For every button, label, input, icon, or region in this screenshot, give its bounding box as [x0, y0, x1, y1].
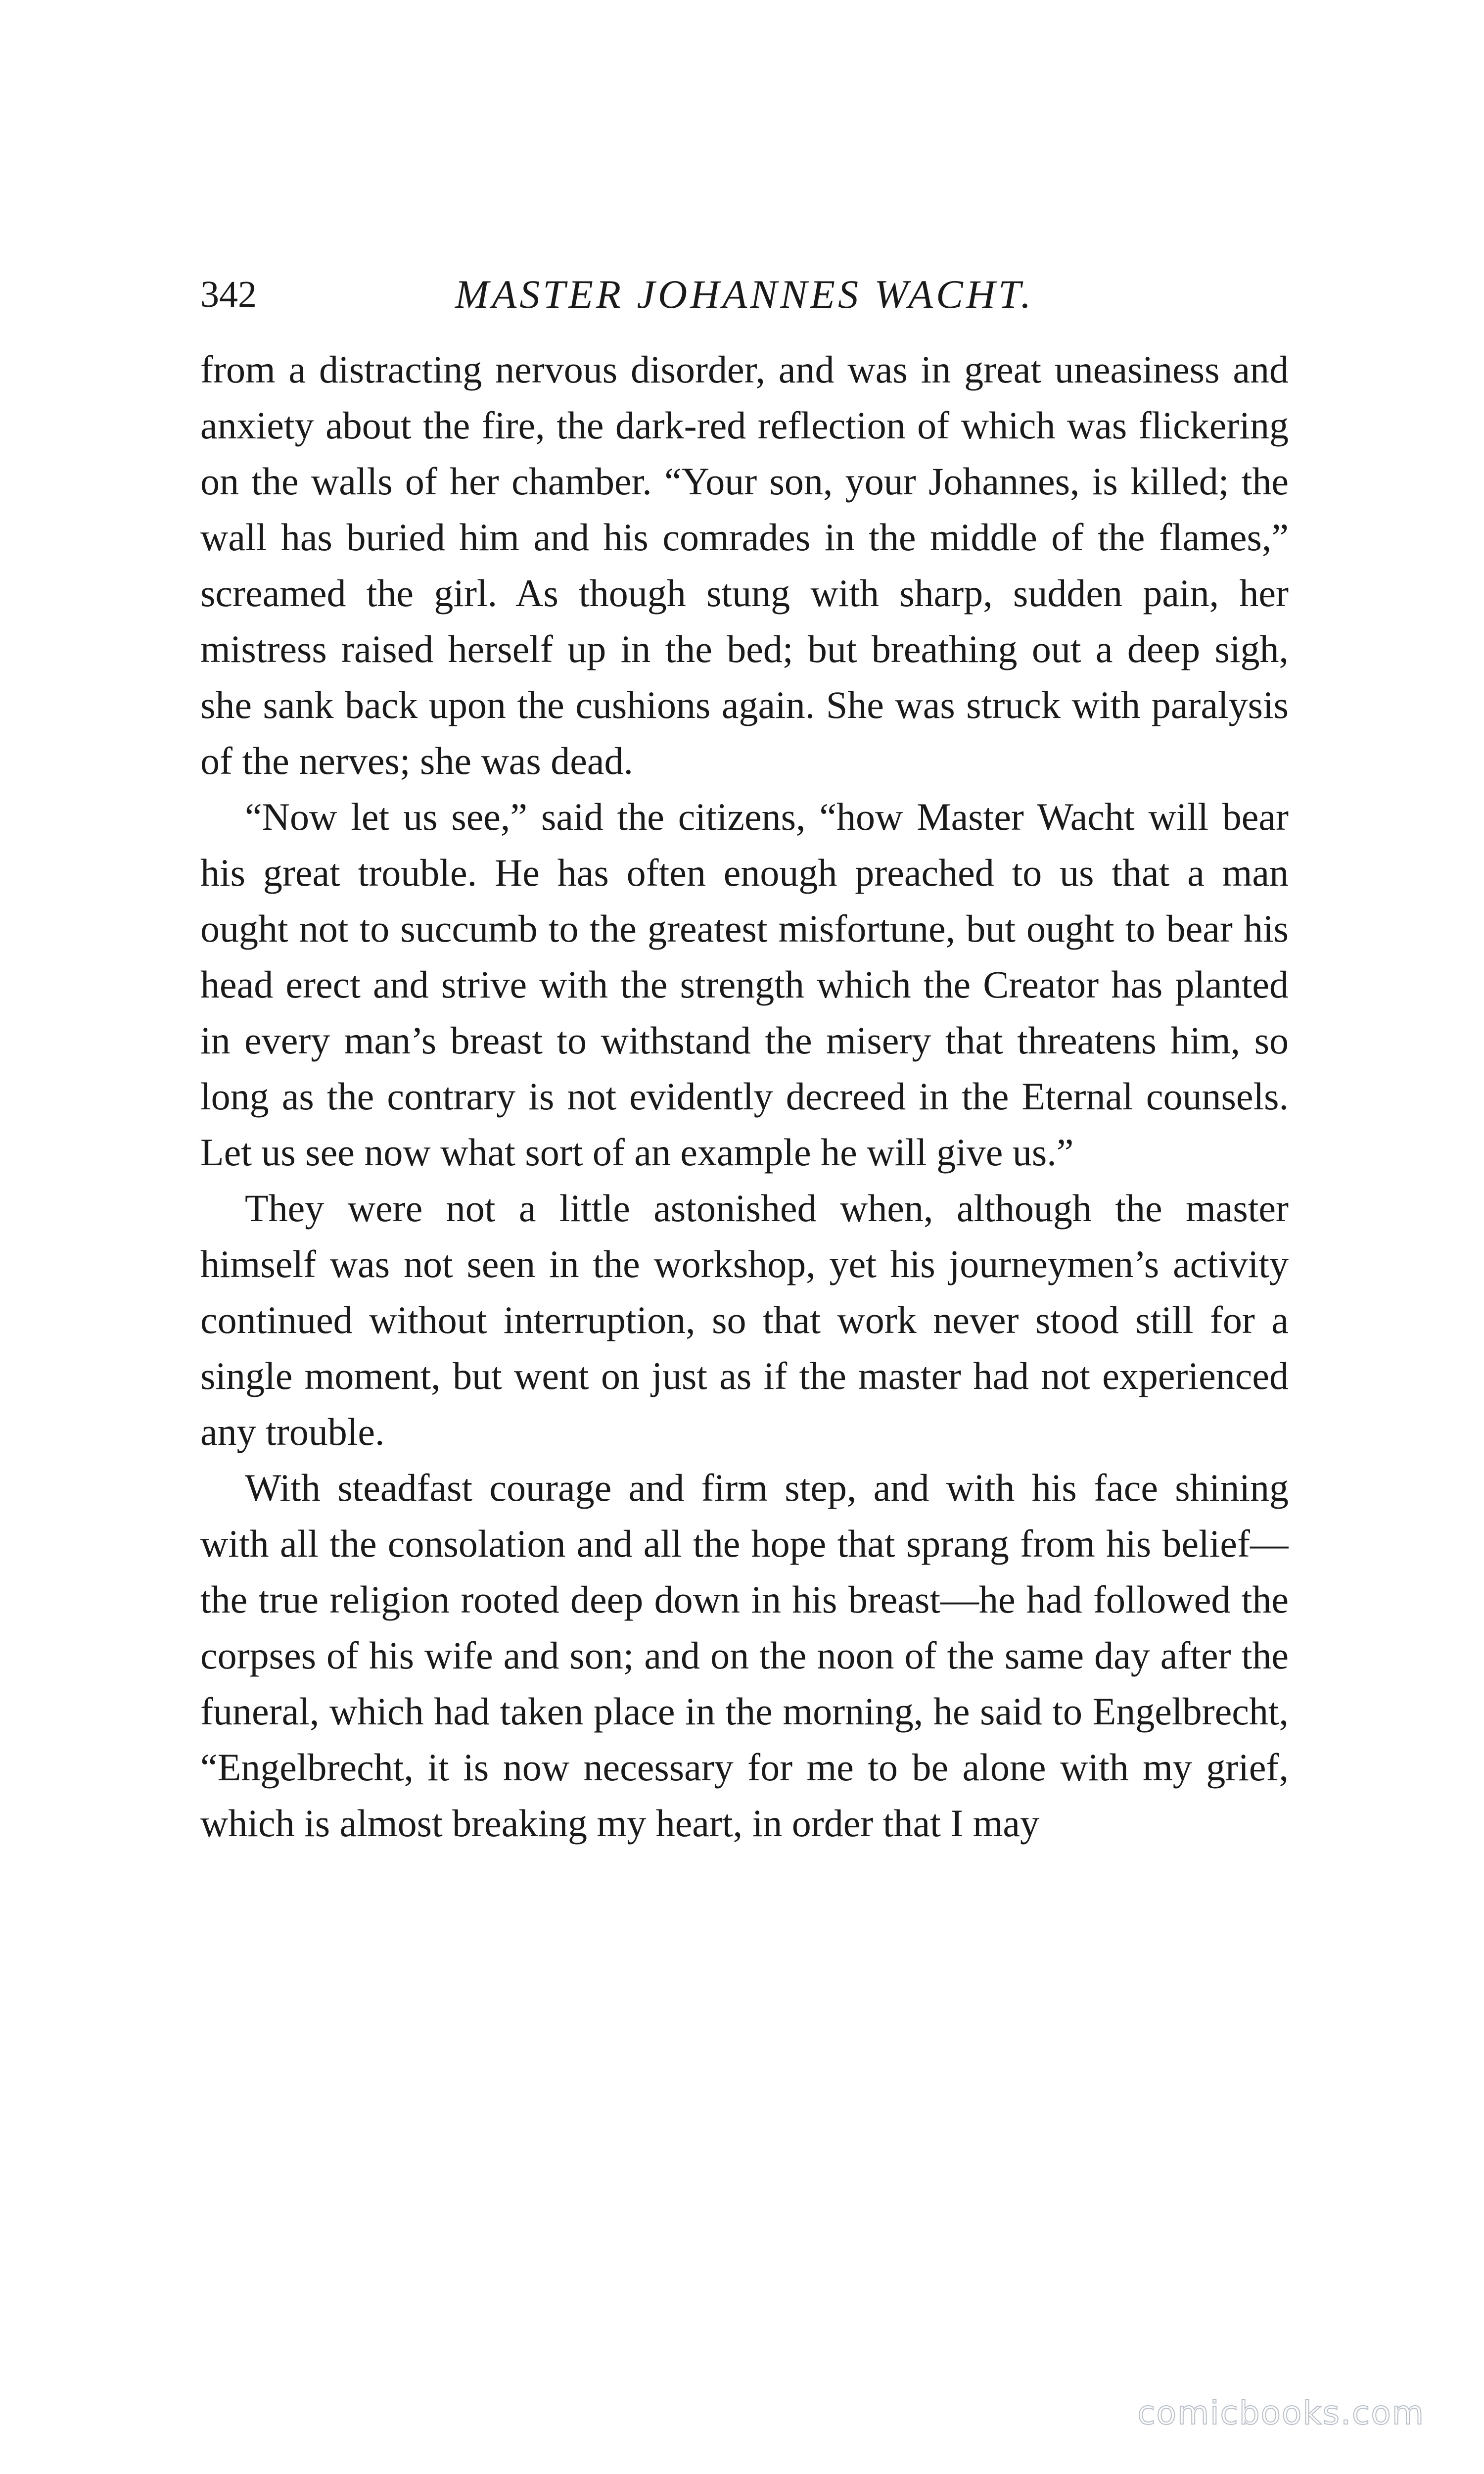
body-text: [200, 341, 1289, 2296]
running-head: [200, 267, 1289, 322]
paragraph: They were not a little astonished when, although the master himself was not seen in the workshop, yet his journeymen’s activity continued without interruption, so that work never stood still for a single moment, but went on just as if the master had not experienced any trouble.: [200, 1187, 1289, 1453]
watermark: comicbooks.com: [1137, 2394, 1425, 2432]
page-number: 342: [200, 274, 257, 315]
paragraph: With steadfast courage and firm step, and with his face shining with all the consolation and all the hope that sprang from his belief—the true religion rooted deep down in his breast—he had followed the corpses of his wife and son; and on the noon of the same day after the funeral, which had taken place in the morning, he said to Engelbrecht, “Engelbrecht, it is now necessary for me to be alone with my grief, which is almost breaking my heart, in order that I may: [200, 1466, 1289, 1845]
paragraph: “Now let us see,” said the citizens, “how Master Wacht will bear his great trouble. He has often enough preached to us that a man ought not to succumb to the greatest misfortune, but ought to bear his head erect and strive with the strength which the Creator has planted in every man’s breast to withstand the misery that threatens him, so long as the contrary is not evidently decreed in the Eternal counsels. Let us see now what sort of an example he will give us.”: [200, 795, 1289, 1174]
running-title: MASTER JOHANNES WACHT.: [455, 272, 1034, 317]
paragraph-continued: from a distracting nervous disorder, and was in great uneasiness and anxiety about the fire, the dark-red reflection of which was flickering on the walls of her chamber. “Your son, your Johannes, is killed; the wall has buried him and his comrades in the middle of the flames,” screamed the girl. As though stung with sharp, sudden pain, her mistress raised herself up in the bed; but breathing out a deep sigh, she sank back upon the cushions again. She was struck with paralysis of the nerves; she was dead.: [200, 348, 1289, 782]
